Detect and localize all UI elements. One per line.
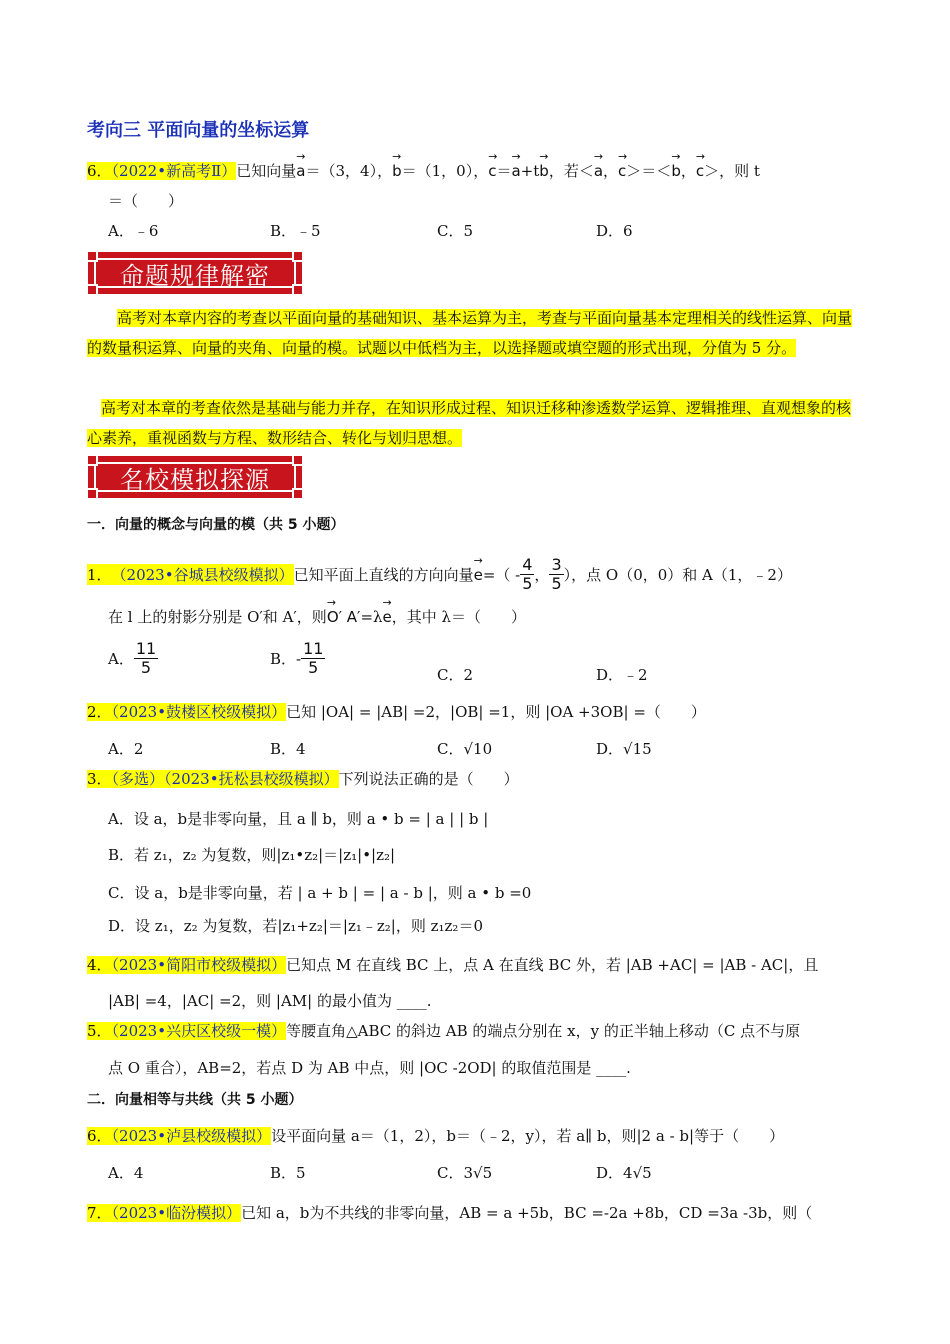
option-label: A． [108, 650, 134, 668]
question-4 [87, 954, 818, 975]
option-d: D．设 z₁，z₂ 为复数，若|z₁+z₂|＝|z₁﹣z₂|，则 z₁z₂＝0 [108, 917, 483, 935]
vector-a: → a [296, 162, 305, 180]
question-5 [87, 1020, 800, 1041]
option-c: C．√10 [437, 740, 493, 758]
corner-ornament [292, 284, 304, 296]
question-source: （多选）（2023•抚松县校级模拟） [111, 770, 339, 788]
option-b: B．﹣5 [270, 222, 321, 240]
paragraph-text: 高考对本章的考查依然是基础与能力并存，在知识形成过程、知识迁移种渗透数学运算、逻辑推理、直观想象的核心素养，重视函数与方程、数形结合、转化与划归思想。 [87, 399, 852, 447]
stem-text: ， [680, 162, 696, 180]
option-d: D．4√5 [596, 1164, 652, 1182]
section-title: 考向三 平面向量的坐标运算 [87, 120, 310, 141]
stem-text: 下列说法正确的是（ ） [338, 770, 519, 788]
question-source: （2022•新高考Ⅱ） [111, 162, 237, 180]
option-d: D．6 [596, 222, 633, 240]
stem-text: 在 l 上的射影分别是 O′和 A′，则 [108, 608, 327, 626]
stem-text: ， [603, 162, 619, 180]
numerator: 3 [551, 555, 562, 574]
stem-text: 已知平面上直线的方向向量 [293, 566, 474, 584]
stem-text: =（ - [482, 566, 521, 584]
paragraph-text: 高考对本章内容的考查以平面向量的基础知识、基本运算为主，考查与平面向量基本定理相关的线性运算、向量的数量积运算、向量的夹角、向量的模。试题以中低档为主，以选择题或填空题的形式出现，分值为 5 分。 [87, 309, 853, 357]
vector-o-prime-a-prime: → O′ A′ [327, 608, 361, 626]
banner-title: 名校模拟探源 [94, 462, 296, 492]
option-c: C．5 [437, 222, 474, 240]
stem-text: ＝（1，0）， [401, 162, 489, 180]
denominator: 5 [522, 574, 533, 593]
corner-ornament [292, 250, 304, 262]
question-number: 4． [87, 956, 112, 974]
stem-text: 设平面向量 a＝（1，2），b＝（﹣2，y），若 a∥ b，则|2 a - b|等于（ ） [271, 1127, 785, 1145]
banner-school-simulation [88, 456, 302, 498]
option-c: C．设 a，b是非零向量，若 | a + b | = | a - b |，则 a • b =0 [108, 884, 532, 902]
option-d: D．√15 [596, 740, 652, 758]
denominator: 5 [308, 658, 319, 677]
vector-a: → a [511, 162, 520, 180]
option-c: C．2 [437, 666, 474, 684]
question-source: （2023•简阳市校级模拟） [111, 956, 287, 974]
numerator: 11 [135, 639, 157, 658]
question-1-line2 [108, 606, 526, 627]
question-number: 2． [87, 703, 112, 721]
question-4-line2: |AB| =4，|AC| =2，则 |AM| 的最小值为 ____. [108, 992, 432, 1010]
option-b: B．5 [270, 1164, 306, 1182]
denominator: 5 [140, 658, 152, 677]
banner-pattern-analysis [88, 252, 302, 294]
question-source: （2023•鼓楼区校级模拟） [111, 703, 287, 721]
question-6 [87, 1125, 784, 1146]
part-2-title: 二．向量相等与共线（共 5 小题） [87, 1092, 303, 1108]
corner-ornament [292, 454, 304, 466]
vector-c: → c [696, 162, 704, 180]
question-6-top-line2: ＝（ ） [108, 192, 184, 210]
question-source: （2023•临汾模拟） [111, 1204, 242, 1222]
fraction [301, 640, 325, 677]
stem-text: 已知点 M 在直线 BC 上，点 A 在直线 BC 外，若 |AB +AC| = |AB - AC|，且 [286, 956, 819, 974]
question-number: 6． [87, 1127, 112, 1145]
option-d: D．﹣2 [596, 666, 648, 684]
stem-text: 已知 a，b为不共线的非零向量，AB = a +5b，BC =-2a +8b，CD =3a -3b，则（ [241, 1204, 813, 1222]
denominator: 5 [551, 574, 562, 593]
option-a [108, 640, 158, 677]
option-a: A．设 a，b是非零向量，且 a ∥ b，则 a • b = | a | | b | [108, 810, 489, 828]
part-1-title: 一．向量的概念与向量的模（共 5 小题） [87, 517, 345, 533]
question-3 [87, 768, 519, 789]
option-a: A．2 [108, 740, 144, 758]
vector-b: → b [539, 162, 549, 180]
numerator: 4 [522, 555, 533, 574]
corner-ornament [86, 454, 98, 466]
question-number: 3． [87, 770, 112, 788]
question-1: 1． （2023•谷城县校级模拟） 已知平面上直线的方向向量 → e =（ - $\frac{4}{5}$ ， $\frac{3}{5}$ ），点 O（0，0）和 A（1，﹣2） [87, 556, 792, 593]
fraction [549, 556, 563, 593]
question-5-line2: 点 O 重合），AB=2，若点 D 为 AB 中点，则 |OC -2OD| 的取值范围是 ____. [108, 1059, 631, 1077]
corner-ornament [292, 488, 304, 500]
vector-a: → a [594, 162, 603, 180]
vector-b: → b [392, 162, 402, 180]
question-source: （2023•兴庆区校级一模） [111, 1022, 287, 1040]
question-number: 7． [87, 1204, 112, 1222]
vector-c: → c [488, 162, 496, 180]
question-number: 1． [87, 566, 112, 584]
vector-e: → e [383, 608, 392, 626]
question-2 [87, 701, 706, 722]
question-6-top [87, 160, 760, 181]
option-c: C．3√5 [437, 1164, 493, 1182]
paragraph-2 [87, 393, 863, 453]
stem-text: =λ [360, 608, 383, 626]
question-7 [87, 1202, 812, 1223]
stem-text: 等腰直角△ABC 的斜边 AB 的端点分别在 x，y 的正半轴上移动（C 点不与原 [286, 1022, 801, 1040]
corner-ornament [86, 250, 98, 262]
stem-text: +t [520, 162, 540, 180]
paragraph-1 [87, 303, 863, 363]
stem-text: ，若＜ [548, 162, 594, 180]
option-b: B．若 z₁，z₂ 为复数，则|z₁•z₂|＝|z₁|•|z₂| [108, 846, 396, 864]
stem-text: ＝（3，4）， [305, 162, 393, 180]
corner-ornament [86, 488, 98, 500]
vector-e: → e [474, 566, 483, 584]
stem-text: ＝ [496, 162, 512, 180]
stem-text: 已知 |OA| = |AB| =2，|OB| =1，则 |OA +3OB| =（ ） [286, 703, 706, 721]
stem-text: 已知向量 [236, 162, 297, 180]
option-a: A．4 [108, 1164, 144, 1182]
banner-title: 命题规律解密 [94, 258, 296, 288]
question-source: （2023•泸县校级模拟） [111, 1127, 272, 1145]
question-number: 6． [87, 162, 112, 180]
option-a: A．﹣6 [108, 222, 159, 240]
option-b: B．4 [270, 740, 306, 758]
vector-b: → b [671, 162, 681, 180]
stem-text: ，其中 λ＝（ ） [391, 608, 527, 626]
fraction [134, 640, 158, 677]
stem-text: ＞，则 t [704, 162, 760, 180]
option-b [270, 640, 325, 677]
question-source: （2023•谷城县校级模拟） [111, 566, 294, 584]
fraction [520, 556, 534, 593]
question-number: 5． [87, 1022, 112, 1040]
option-label: B．- [270, 650, 302, 668]
stem-text: ），点 O（0，0）和 A（1，﹣2） [563, 566, 792, 584]
numerator: 11 [303, 639, 324, 658]
stem-text: ＞＝＜ [626, 162, 672, 180]
vector-c: → c [618, 162, 626, 180]
corner-ornament [86, 284, 98, 296]
